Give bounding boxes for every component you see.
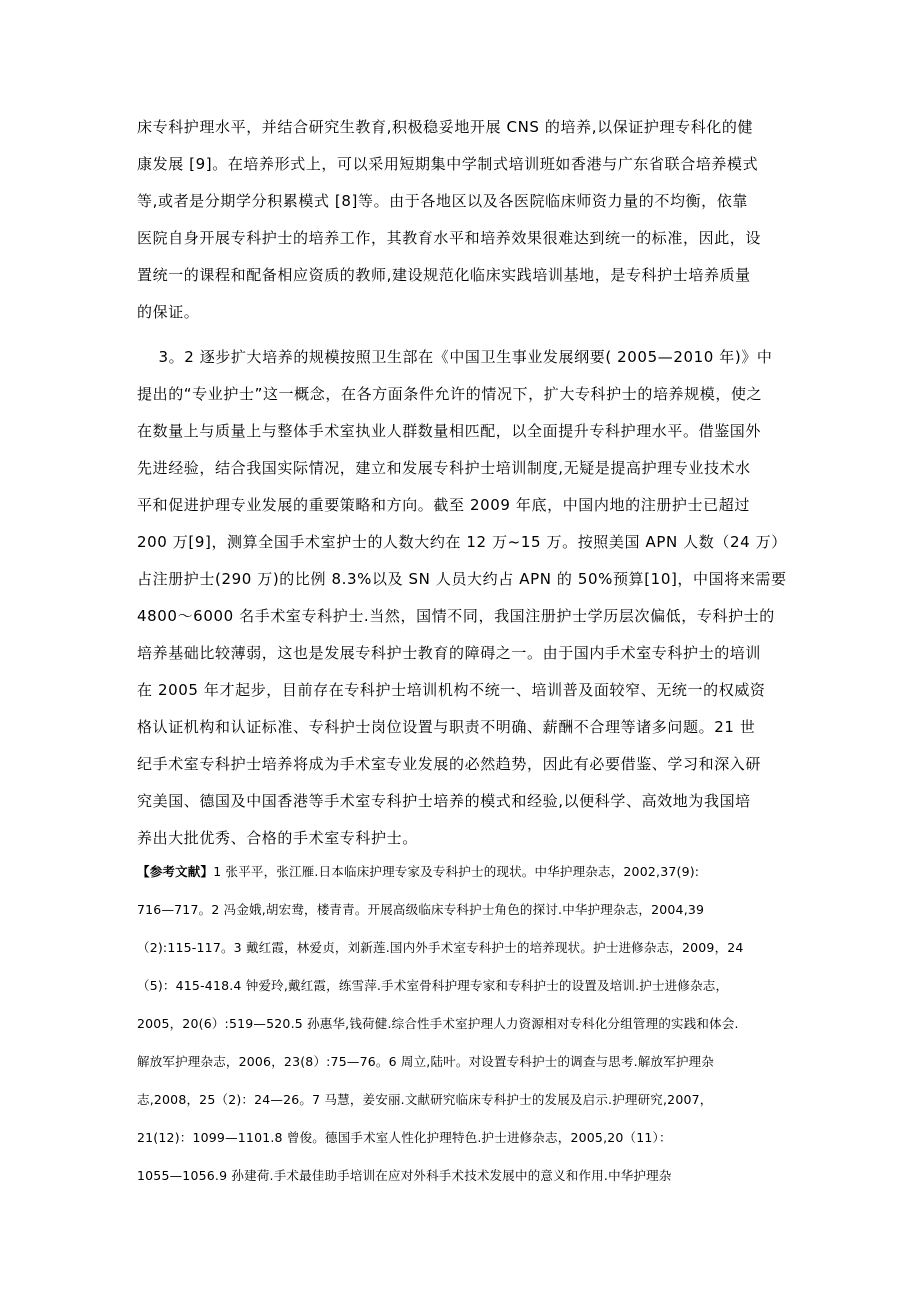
- text-line: 提出的“专业护士”这一概念，在各方面条件允许的情况下，扩大专科护士的培养规模，使之: [137, 385, 763, 403]
- text-line: 200 万[9]，测算全国手术室护士的人数大约在 12 万~15 万。按照美国 APN 人数（24 万）: [137, 533, 787, 551]
- reference-line: （5)：415-418.4 钟爱玲,戴红霞，练雪萍.手术室骨科护理专家和专科护士的设置及培训.护士进修杂志，: [137, 978, 729, 993]
- text-line: 4800～6000 名手术室专科护士.当然，国情不同，我国注册护士学历层次偏低，专科护士的: [137, 607, 775, 625]
- reference-line: 1055—1056.9 孙建荷.手术最佳助手培训在应对外科手术技术发展中的意义和作用.中华护理杂: [137, 1168, 672, 1183]
- text-line: 的保证。: [137, 303, 200, 321]
- text-line: 格认证机构和认证标准、专科护士岗位设置与职责不明确、薪酬不合理等诸多问题。21 世: [137, 718, 756, 736]
- text-line: 医院自身开展专科护士的培养工作，其教育水平和培养效果很难达到统一的标准，因此，设: [137, 229, 762, 247]
- text-line: 纪手术室专科护士培养将成为手术室专业发展的必然趋势，因此有必要借鉴、学习和深入研: [137, 755, 762, 773]
- text-line: 占注册护士(290 万)的比例 8.3%以及 SN 人员大约占 APN 的 50%预算[10]，中国将来需要: [137, 570, 787, 588]
- text-line: 平和促进护理专业发展的重要策略和方向。截至 2009 年底，中国内地的注册护士已超过: [137, 496, 750, 514]
- reference-line: 716—717。2 冯金娥,胡宏鸯，楼青青。开展高级临床专科护士角色的探讨.中华护理杂志，2004,39: [137, 902, 705, 917]
- text-line: 床专科护理水平，并结合研究生教育,积极稳妥地开展 CNS 的培养,以保证护理专科化的健: [137, 118, 754, 136]
- reference-line: [137, 866, 699, 879]
- text-line: 先进经验，结合我国实际情况，建立和发展专科护士培训制度,无疑是提高护理专业技术水: [137, 459, 751, 477]
- text-line: 置统一的课程和配备相应资质的教师,建设规范化临床实践培训基地，是专科护士培养质量: [137, 266, 751, 284]
- reference-line: 2005，20(6）:519—520.5 孙惠华,钱荷健.综合性手术室护理人力资源相对专科化分组管理的实践和体会.: [137, 1016, 739, 1031]
- references-heading: 【参考文献】: [137, 864, 214, 879]
- reference-line: （2):115-117。3 戴红霞，林爱贞，刘新莲.国内外手术室专科护士的培养现状。护士进修杂志，2009，24: [137, 940, 744, 955]
- text-line: 养出大批优秀、合格的手术室专科护士。: [137, 829, 418, 847]
- text-line: 3。2 逐步扩大培养的规模按照卫生部在《中国卫生事业发展纲要( 2005—2010 年)》中: [137, 348, 773, 366]
- text-line: 培养基础比较薄弱，这也是发展专科护士教育的障碍之一。由于国内手术室专科护士的培训: [137, 644, 762, 662]
- reference-line: 21(12)：1099—1101.8 曾俊。德国手术室人性化护理特色.护士进修杂志，2005,20（11）：: [137, 1130, 672, 1145]
- reference-line: 志,2008，25（2)：24—26。7 马慧，姜安丽.文献研究临床专科护士的发展及启示.护理研究,2007，: [137, 1092, 713, 1107]
- text-line: 在数量上与质量上与整体手术室执业人群数量相匹配，以全面提升专科护理水平。借鉴国外: [137, 422, 762, 440]
- text-line: 康发展 [9]。在培养形式上，可以采用短期集中学制式培训班如香港与广东省联合培养模式: [137, 155, 759, 173]
- text-line: 在 2005 年才起步，目前存在专科护士培训机构不统一、培训普及面较窄、无统一的权威资: [137, 681, 766, 699]
- reference-text: 1 张平平，张江雁.日本临床护理专家及专科护士的现状。中华护理杂志，2002,37(9):: [213, 864, 700, 879]
- reference-line: 解放军护理杂志，2006，23(8）:75—76。6 周立,陆叶。对设置专科护士的调查与思考.解放军护理杂: [137, 1054, 715, 1069]
- text-line: 等,或者是分期学分积累模式 [8]等。由于各地区以及各医院临床师资力量的不均衡，依靠: [137, 192, 748, 210]
- text-line: 究美国、德国及中国香港等手术室专科护士培养的模式和经验,以便科学、高效地为我国培: [137, 792, 751, 810]
